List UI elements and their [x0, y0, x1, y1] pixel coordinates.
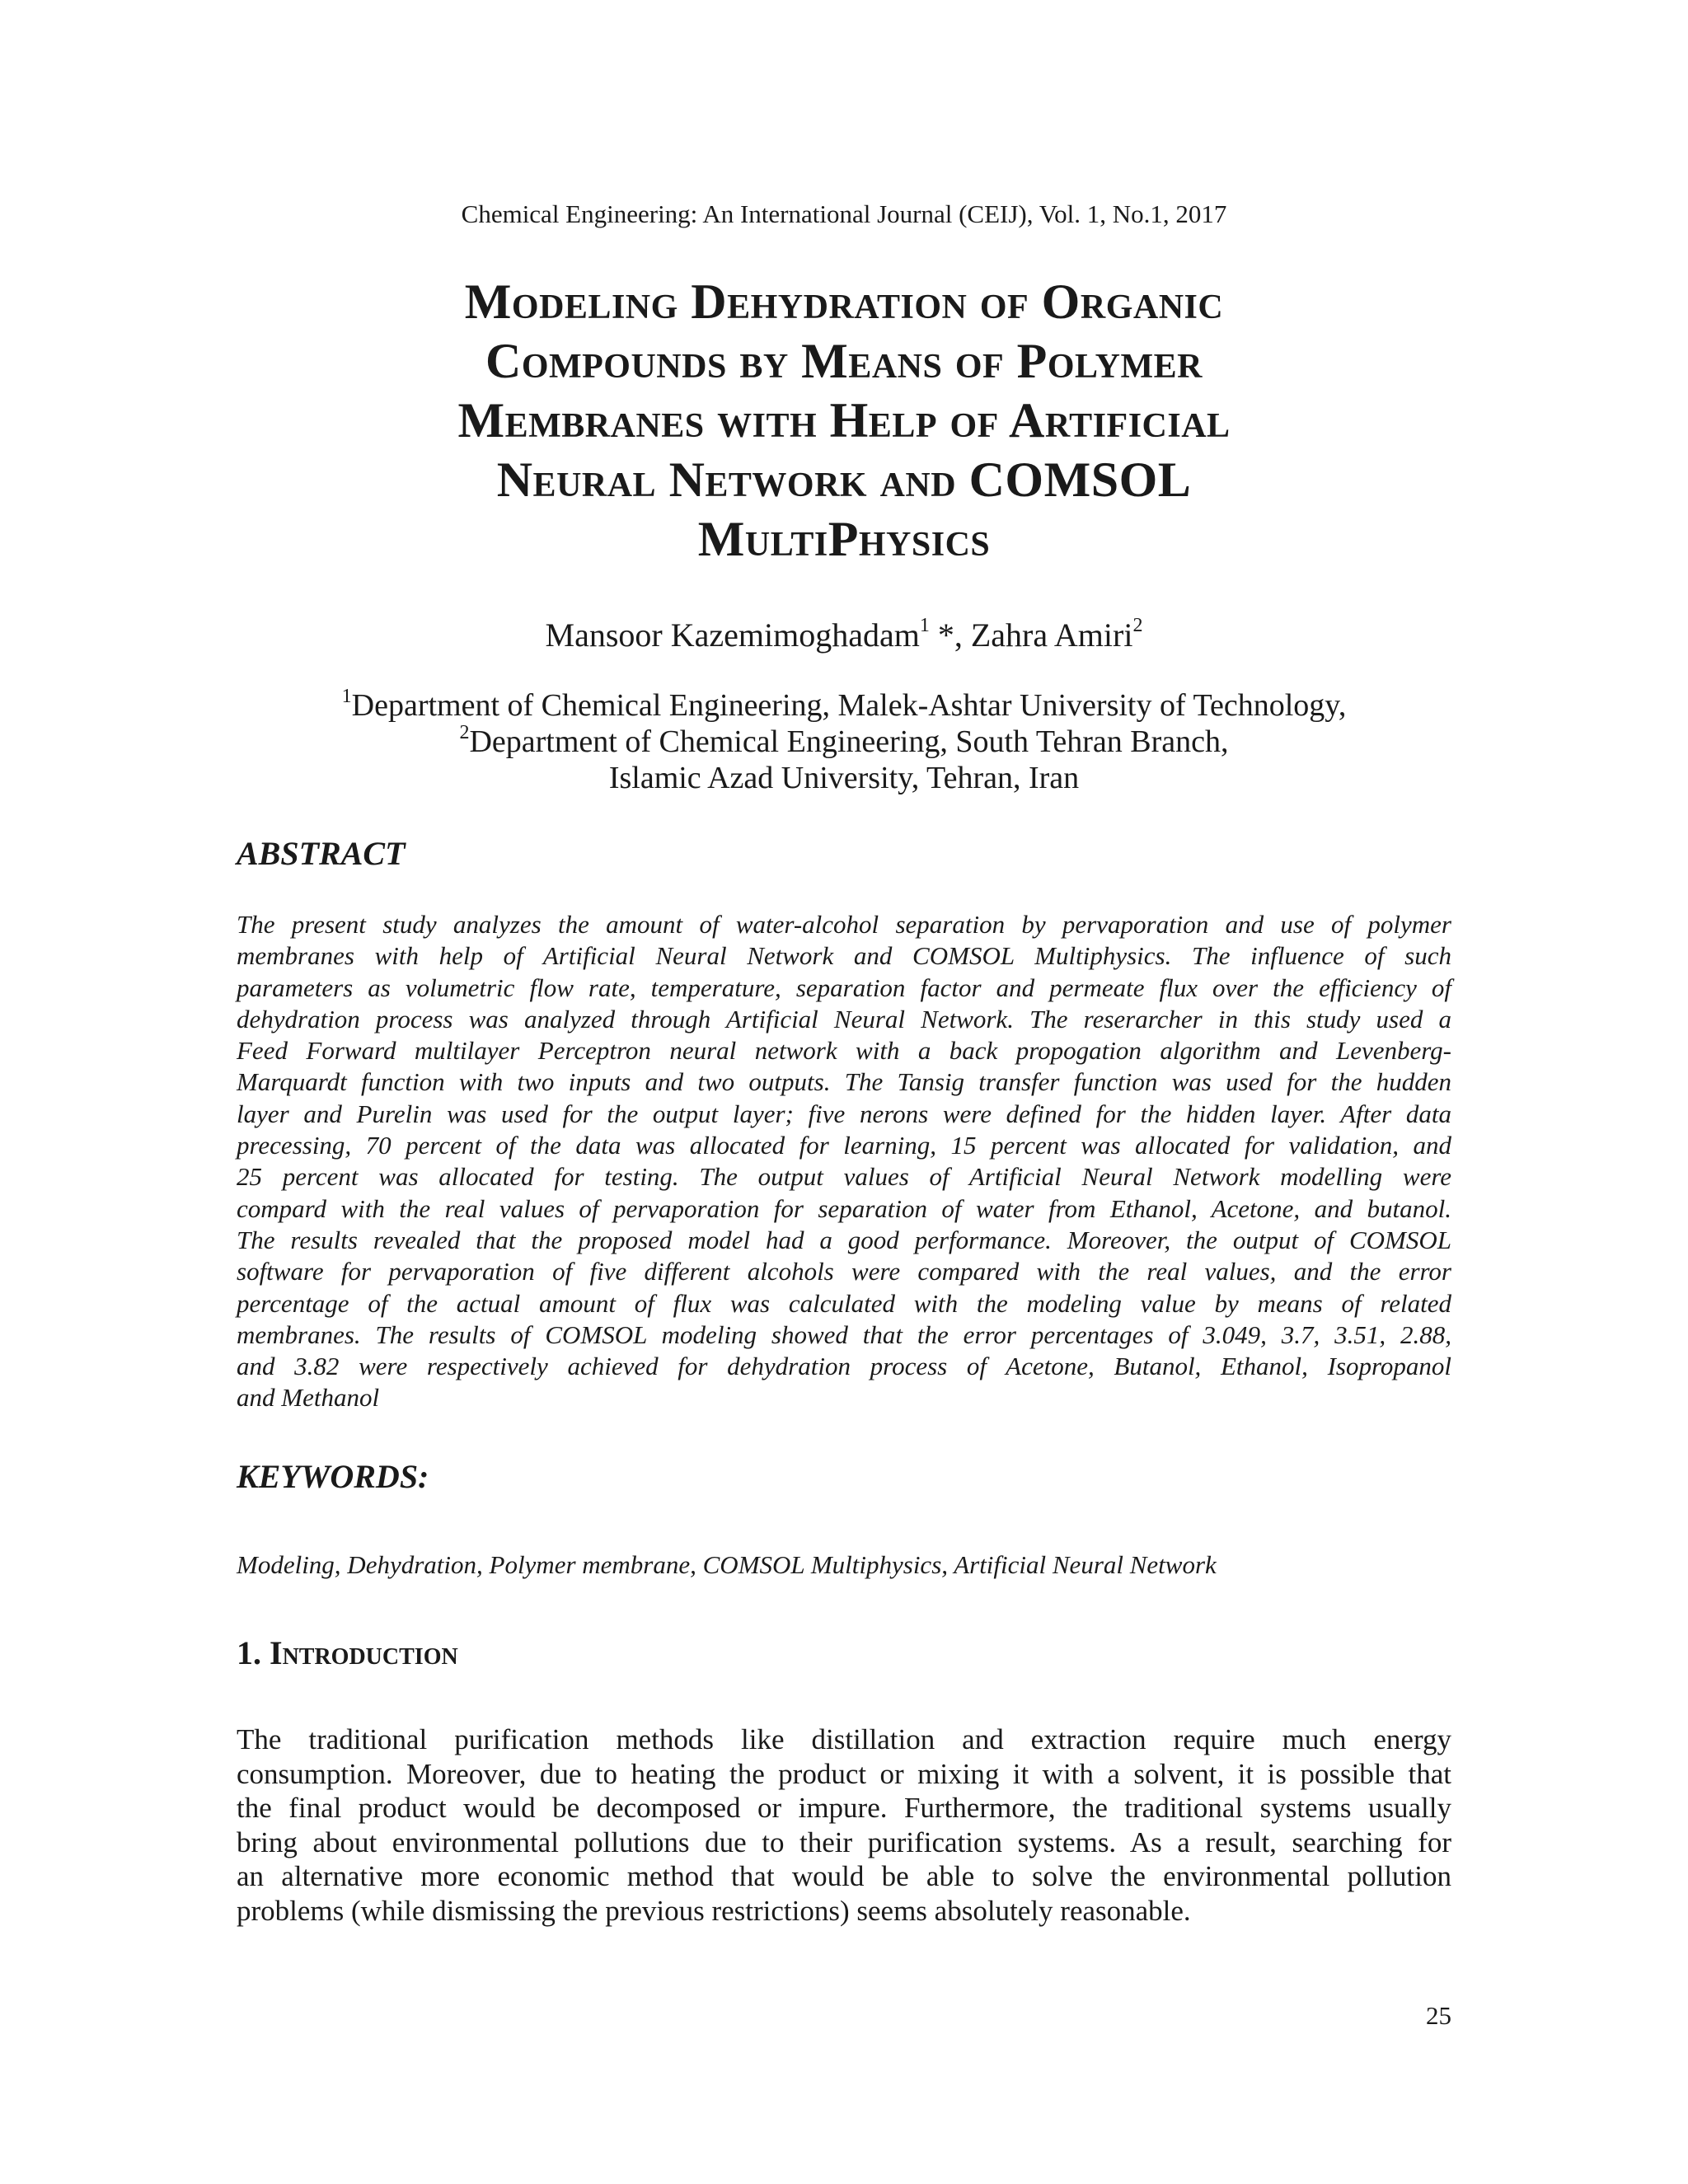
abstract-heading: ABSTRACT: [237, 835, 406, 872]
title-line: Compounds by Means of Polymer: [485, 334, 1203, 388]
title-line: Membranes with Help of Artificial: [457, 393, 1231, 448]
keywords-text: Modeling, Dehydration, Polymer membrane, COMSOL Multiphysics, Artificial Neural Network: [237, 1550, 1217, 1579]
title-line: Modeling Dehydration of Organic: [464, 274, 1224, 329]
abstract-line: and 3.82 were respectively achieved for dehydration process of Acetone, Butanol, Ethanol, Isopropanol: [237, 1352, 1451, 1381]
affiliation-line: [0, 687, 1688, 724]
affiliation-text: Department of Chemical Engineering, South Tehran Branch,: [469, 724, 1229, 759]
affiliation-marker: 2: [1132, 615, 1143, 636]
affiliation-marker: 1: [919, 615, 930, 636]
affiliation-text: Department of Chemical Engineering, Malek-Ashtar University of Technology,: [351, 688, 1347, 723]
abstract-line: precessing, 70 percent of the data was allocated for learning, 15 percent was allocated for validation, and: [237, 1131, 1451, 1160]
abstract-line: membranes with help of Artificial Neural Network and COMSOL Multiphysics. The influence of such: [237, 941, 1451, 971]
abstract-line: The results revealed that the proposed model had a good performance. Moreover, the output of COMSOL: [237, 1225, 1451, 1254]
author-list: [0, 615, 1688, 656]
keywords-heading: KEYWORDS:: [237, 1458, 429, 1495]
abstract-line: The present study analyzes the amount of water-alcohol separation by pervaporation and use of polymer: [237, 910, 1451, 939]
body-line: The traditional purification methods like distillation and extraction require much energy: [237, 1723, 1451, 1755]
section-number: 1.: [237, 1634, 270, 1671]
section-title: Introduction: [270, 1634, 458, 1671]
body-line: problems (while dismissing the previous restrictions) seems absolutely reasonable.: [237, 1894, 1191, 1927]
title-line: Neural Network and COMSOL: [496, 452, 1192, 507]
abstract-line: Feed Forward multilayer Perceptron neural network with a back propogation algorithm and Levenberg-: [237, 1036, 1451, 1066]
author-separator: *,: [929, 616, 971, 654]
affiliation-line: [0, 724, 1688, 760]
affiliations: [0, 687, 1688, 796]
abstract-text: [237, 909, 1451, 1414]
abstract-line: software for pervaporation of five different alcohols were compared with the real values, and the error: [237, 1257, 1451, 1286]
body-line: an alternative more economic method that would be able to solve the environmental pollution: [237, 1860, 1451, 1892]
title-line: MultiPhysics: [697, 512, 991, 566]
body-line: the final product would be decomposed or impure. Furthermore, the traditional systems usually: [237, 1792, 1451, 1824]
abstract-line: dehydration process was analyzed through Artificial Neural Network. The reserarcher in this study used a: [237, 1004, 1451, 1033]
running-head: Chemical Engineering: An International Journal (CEIJ), Vol. 1, No.1, 2017: [461, 199, 1227, 228]
abstract-line: 25 percent was allocated for testing. The output values of Artificial Neural Network modelling were: [237, 1162, 1451, 1192]
abstract-line: percentage of the actual amount of flux was calculated with the modeling value by means of related: [237, 1288, 1451, 1318]
abstract-line: parameters as volumetric flow rate, temperature, separation factor and permeate flux over the efficiency of: [237, 972, 1451, 1002]
paper-title: [247, 272, 1441, 569]
abstract-line: layer and Purelin was used for the output layer; five nerons were defined for the hidden layer. After data: [237, 1099, 1451, 1128]
body-line: consumption. Moreover, due to heating the product or mixing it with a solvent, it is possible that: [237, 1757, 1451, 1790]
author-name: Zahra Amiri: [970, 616, 1133, 654]
affiliation-line: Islamic Azad University, Tehran, Iran: [608, 761, 1080, 795]
author-name: Mansoor Kazemimoghadam: [545, 616, 920, 654]
introduction-text: [237, 1722, 1451, 1928]
page-number: 25: [1426, 2001, 1451, 2030]
affiliation-marker: 2: [459, 722, 470, 743]
abstract-line: membranes. The results of COMSOL modeling showed that the error percentages of 3.049, 3.7, 3.51, 2.88,: [237, 1319, 1451, 1349]
abstract-line: compard with the real values of pervaporation for separation of water from Ethanol, Acetone, and butanol.: [237, 1193, 1451, 1223]
body-line: bring about environmental pollutions due to their purification systems. As a result, searching for: [237, 1825, 1451, 1858]
abstract-line: Marquardt function with two inputs and two outputs. The Tansig transfer function was used for the hudden: [237, 1067, 1451, 1097]
abstract-line: and Methanol: [237, 1383, 380, 1413]
affiliation-marker: 1: [341, 686, 352, 707]
introduction-heading: [237, 1633, 458, 1673]
